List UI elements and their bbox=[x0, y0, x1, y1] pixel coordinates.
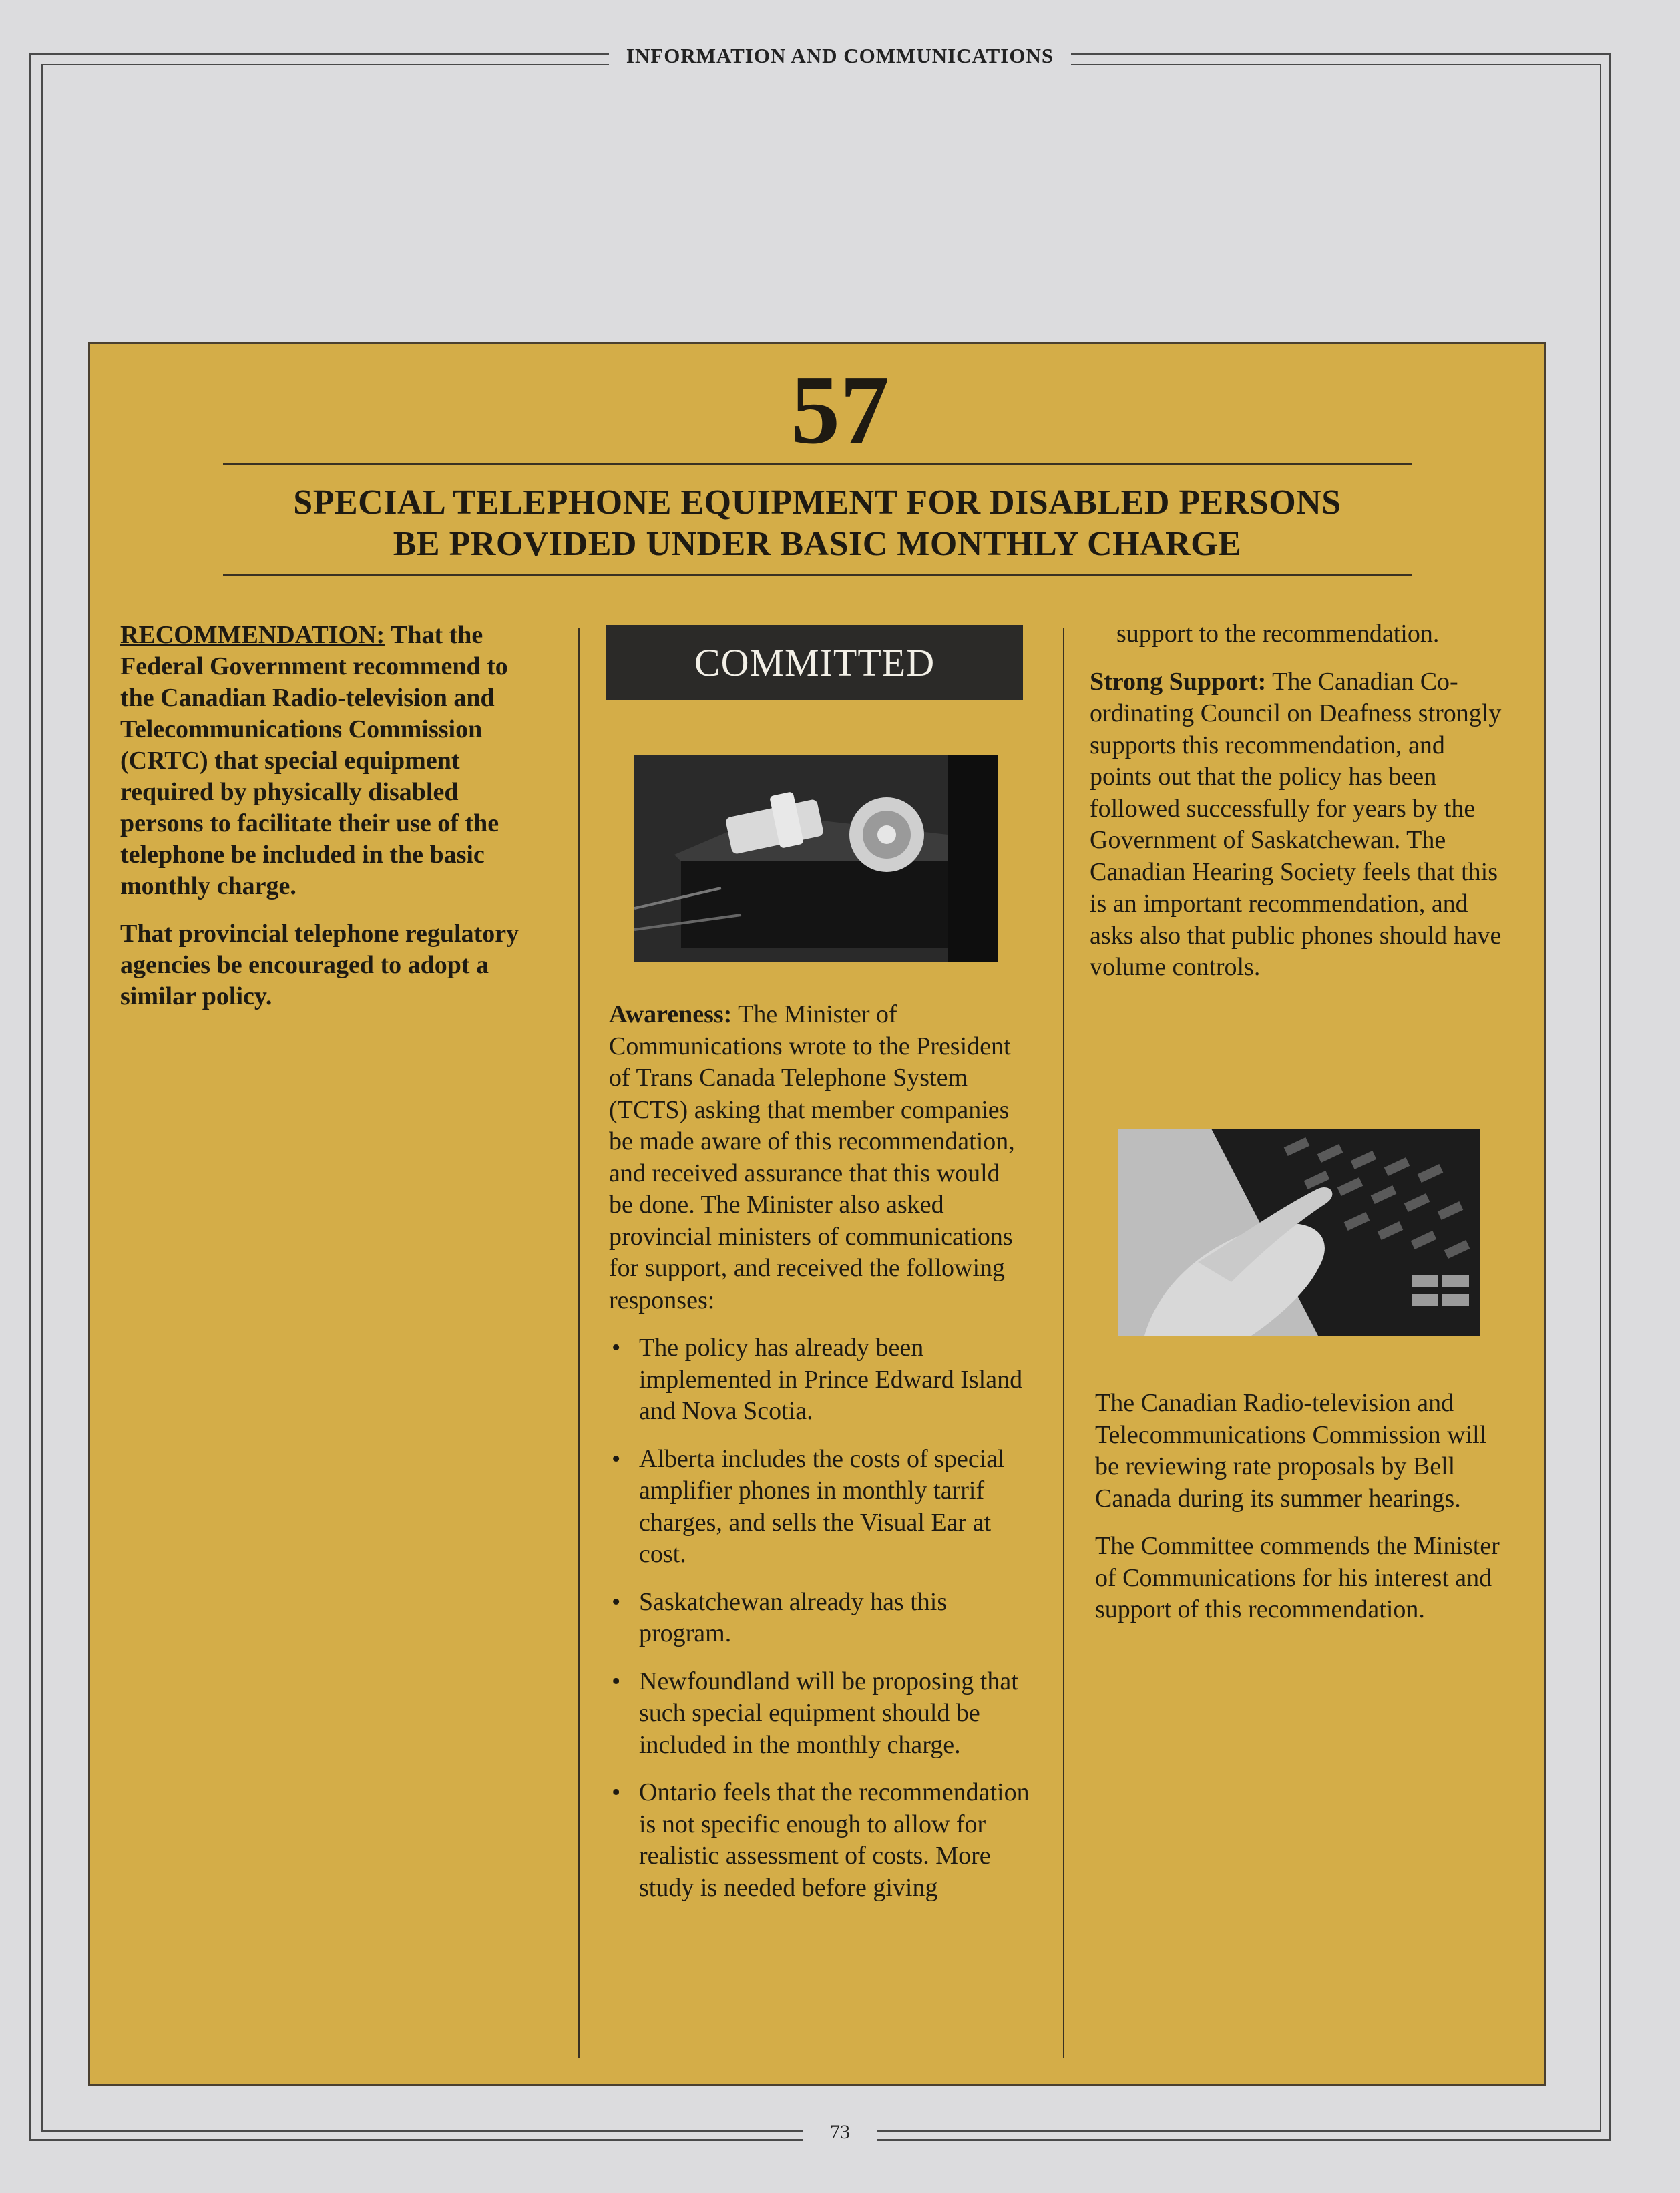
title-line-2: BE PROVIDED UNDER BASIC MONTHLY CHARGE bbox=[393, 525, 1242, 563]
list-item bbox=[609, 1666, 1030, 1762]
status-badge bbox=[606, 625, 1023, 700]
strong-support-paragraph bbox=[1090, 666, 1504, 984]
support-column bbox=[1090, 618, 1504, 1000]
response-text: Ontario feels that the recommendation is not specific enough to allow for realistic assessment of costs. More study is needed before giving bbox=[639, 1778, 1030, 1902]
closing-paragraph-2: The Committee commends the Minister of Communications for his interest and support of this recommendation. bbox=[1095, 1532, 1500, 1623]
recommendation-title bbox=[223, 482, 1412, 565]
response-text: Saskatchewan already has this program. bbox=[639, 1587, 948, 1647]
strong-support-text: The Canadian Co-ordinating Council on Deafness strongly supports this recommendation, and points out that the policy has been followed successfully for years by the Government of Saskatchewan. The Canadian Hearing Society feels that this is an important recommendation, and asks also that public phones should have volume controls. bbox=[1090, 667, 1502, 981]
status-badge-text: COMMITTED bbox=[694, 640, 935, 684]
column-divider-right bbox=[1063, 628, 1064, 2058]
awareness-column bbox=[609, 999, 1030, 1920]
awareness-paragraph bbox=[609, 999, 1030, 1316]
running-head bbox=[0, 44, 1680, 68]
bullet-glyph: • bbox=[612, 1334, 621, 1362]
list-item bbox=[609, 1444, 1030, 1571]
closing-column bbox=[1095, 1388, 1509, 1642]
bullet-glyph: • bbox=[612, 1778, 621, 1806]
list-item bbox=[609, 1777, 1030, 1904]
page-number-text: 73 bbox=[803, 2121, 877, 2144]
title-rule-bottom bbox=[223, 574, 1412, 576]
awareness-label: Awareness: bbox=[609, 1000, 732, 1028]
keypad-photo bbox=[1118, 1129, 1480, 1336]
recommendation-label: RECOMMENDATION: bbox=[120, 621, 385, 649]
recommendation-number: 57 bbox=[791, 355, 889, 465]
list-item bbox=[609, 1332, 1030, 1428]
recommendation-paragraph-2: That provincial telephone regulatory agencies be encouraged to adopt a similar policy. bbox=[120, 920, 519, 1010]
provincial-responses-list bbox=[609, 1332, 1030, 1904]
closing-paragraph-1: The Canadian Radio-television and Telecommunications Commission will be reviewing rate proposals by Bell Canada during its summer hearings. bbox=[1095, 1389, 1487, 1513]
title-line-1: SPECIAL TELEPHONE EQUIPMENT FOR DISABLED PERSONS bbox=[293, 483, 1341, 522]
strong-support-label: Strong Support: bbox=[1090, 667, 1267, 696]
list-item bbox=[609, 1587, 1030, 1650]
running-head-text: INFORMATION AND COMMUNICATIONS bbox=[609, 44, 1071, 68]
page-number bbox=[0, 2121, 1680, 2144]
response-text: The policy has already been implemented in Prince Edward Island and Nova Scotia. bbox=[639, 1334, 1023, 1425]
bullet-glyph: • bbox=[612, 1587, 621, 1616]
awareness-text: The Minister of Communications wrote to the President of Trans Canada Telephone System (TCTS) asking that member companies be made aware of this recommendation, and received assurance that this would be done. The Minister also asked provincial ministers of communications for support, and received the following responses: bbox=[609, 1000, 1015, 1314]
telephone-photo bbox=[634, 755, 998, 962]
bullet-glyph: • bbox=[612, 1667, 621, 1696]
keypad-photo-illustration bbox=[1118, 1129, 1480, 1336]
bullet-glyph: • bbox=[612, 1444, 621, 1473]
column-divider-left bbox=[578, 628, 580, 2058]
response-text: Alberta includes the costs of special amplifier phones in monthly tarrif charges, and sells the Visual Ear at cost. bbox=[639, 1444, 1005, 1568]
continuation-text: support to the recommendation. bbox=[1116, 620, 1440, 648]
recommendation-paragraph-1 bbox=[120, 620, 534, 902]
recommendation-text-1: That the Federal Government recommend to the Canadian Radio-television and Telecommunications Commission (CRTC) that special equipment required by physically disabled persons to facilitate their use of the telephone be included in the basic monthly charge. bbox=[120, 621, 508, 900]
recommendation-column bbox=[120, 620, 534, 1028]
response-text: Newfoundland will be proposing that such special equipment should be included in the monthly charge. bbox=[639, 1667, 1018, 1759]
telephone-photo-illustration bbox=[634, 755, 998, 962]
title-rule-top bbox=[223, 463, 1412, 465]
